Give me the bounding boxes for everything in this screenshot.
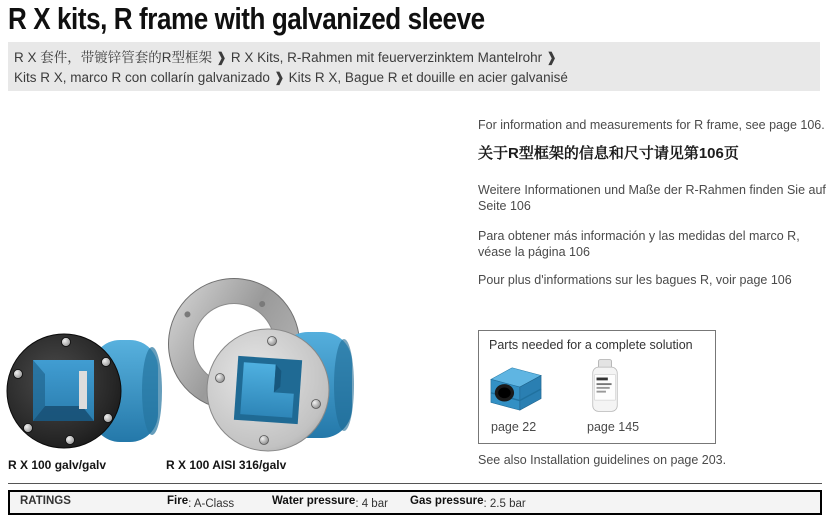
ratings-bar [8,490,822,515]
info-text-zh: 关于R型框架的信息和尺寸请见第106页 [478,145,739,162]
part-page-ref-module: page 22 [491,420,537,434]
rating-gas-value: : 2.5 bar [483,498,526,510]
info-text-es: Para obtener más información y las medidas del marco R, véase la página 106 [478,229,800,259]
info-text-en: For information and measurements for R frame, see page 106. [478,118,825,132]
product-caption-aisi316: R X 100 AISI 316/galv [166,458,287,472]
subtitle-bar [8,42,820,91]
rating-water-pressure [272,495,388,510]
rating-gas-pressure [410,495,526,510]
subtitle-line-2: Kits R X, marco R con collarín galvanizado ❱ Kits R X, Bague R et douille en acier galvanisé [14,70,568,85]
ratings-label: RATINGS [20,495,71,507]
info-text-fr: Pour plus d'informations sur les bagues R, voir page 106 [478,273,792,287]
product-caption-galv: R X 100 galv/galv [8,458,107,472]
see-also-note: See also Installation guidelines on page 203. [478,453,727,467]
rating-fire-value: : A-Class [188,498,235,510]
parts-needed-box [478,330,716,444]
divider-line [8,483,822,484]
rating-fire [167,495,235,510]
rating-water-name: Water pressure [272,495,356,507]
rating-fire-name: Fire [167,495,189,507]
page-title: R X kits, R frame with galvanized sleeve [8,1,485,36]
parts-box-title: Parts needed for a complete solution [489,338,693,352]
product-photo-rx100-galv [2,328,178,454]
part-page-ref-bottle: page 145 [587,420,640,434]
rating-gas-name: Gas pressure [410,495,484,507]
product-photo-rx100-aisi316 [156,272,364,462]
subtitle-line-1: R X 套件，带镀锌管套的R型框架 ❱ R X Kits, R-Rahmen mit feuerverzinktem Mantelrohr ❱ [14,50,558,65]
sealant-bottle-thumbnail [589,357,621,415]
blue-module-thumbnail [489,363,543,413]
info-text-de: Weitere Informationen und Maße der R-Rahmen finden Sie auf Seite 106 [478,183,826,213]
rating-water-value: : 4 bar [355,498,388,510]
